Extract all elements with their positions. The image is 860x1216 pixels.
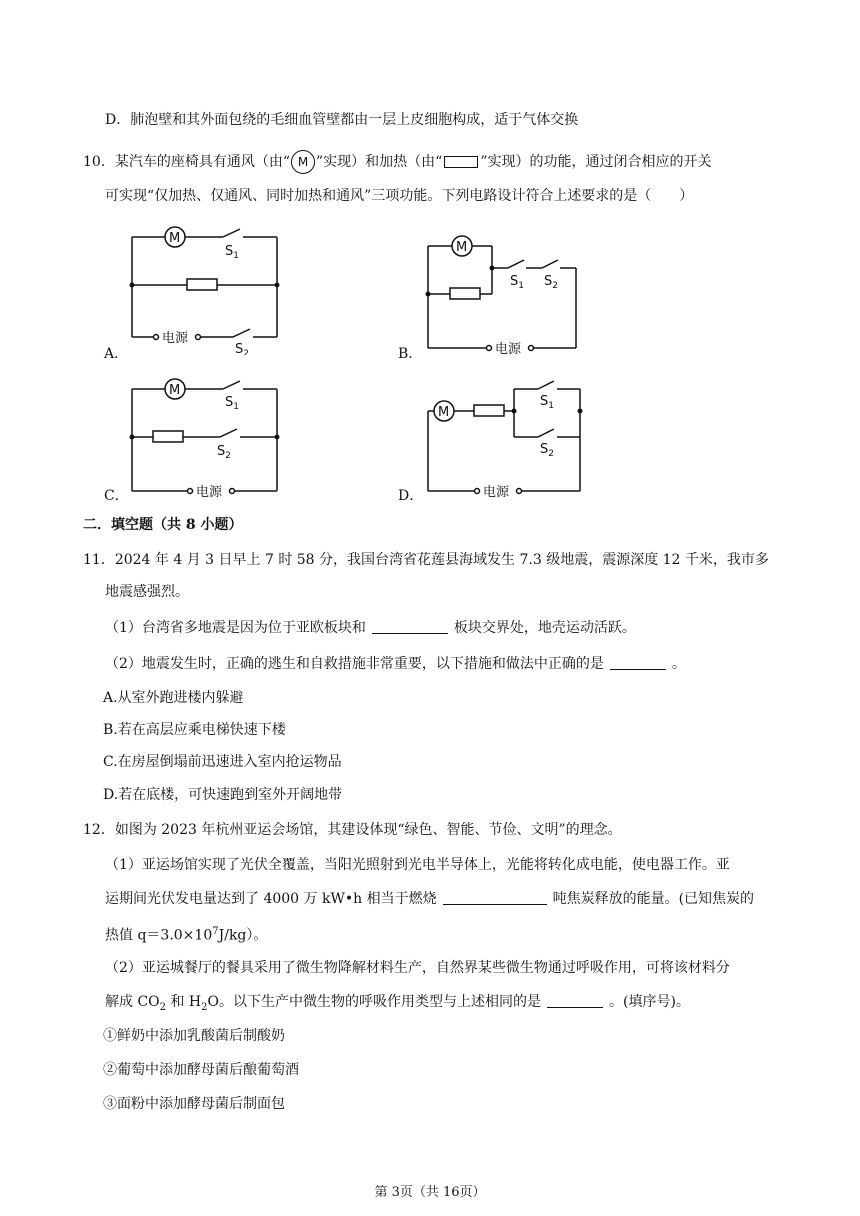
q11-part2: （2）地震发生时，正确的逃生和自救措施非常重要，以下措施和做法中正确的是 。	[105, 656, 686, 672]
q11-stem-line2: 地震感强烈。	[105, 584, 189, 600]
q11-part1: （1）台湾省多地震是因为位于亚欧板块和 板块交界处，地壳运动活跃。	[105, 620, 636, 636]
option-d-label: D．	[398, 488, 424, 504]
q11-choice-c: C.在房屋倒塌前迅速进入室内抢运物品	[103, 754, 342, 770]
q12-part1-line3: 热值 $q=3.0\times 10^7J/kg$）。	[105, 926, 268, 944]
q12-choice-3: ③面粉中添加酵母菌后制面包	[103, 1096, 285, 1112]
power-source-label: 电源	[495, 342, 522, 357]
q12-part1-line1: （1）亚运场馆实现了光伏全覆盖，当阳光照射到光电半导体上，光能将转化成电能，使电器工作。亚	[105, 857, 730, 873]
switch-s2-label: $S_2$	[235, 342, 249, 355]
power-source-label: 电源	[196, 485, 223, 500]
power-source-label: 电源	[162, 331, 189, 346]
motor-m-glyph: M	[169, 383, 181, 398]
option-a-label: A．	[104, 346, 129, 362]
q12-part1-line2: 运期间光伏发电量达到了 4000 万 kW•h 相当于燃烧 吨焦炭释放的能量。(已知焦炭的	[105, 891, 755, 907]
switch-s1-label: $S_1$	[540, 394, 554, 411]
motor-m-glyph: M	[456, 240, 468, 255]
q12-stem: 12．如图为 2023 年杭州亚运会场馆，其建设体现“绿色、智能、节俭、文明”的理念。	[83, 822, 622, 838]
switch-s1-label: $S_1$	[225, 395, 239, 412]
q9-option-d: D．肺泡壁和其外面包绕的毛细血管壁都由一层上皮细胞构成，适于气体交换	[105, 112, 579, 128]
heater-resistor-icon	[444, 156, 478, 168]
circuit-a	[125, 225, 290, 355]
switch-s2-label: $S_2$	[217, 444, 231, 461]
switch-s1-label: $S_1$	[510, 274, 524, 291]
switch-s1-label: $S_1$	[225, 244, 239, 261]
switch-s2-label: $S_2$	[544, 274, 558, 291]
circuit-b	[420, 232, 590, 362]
answer-blank[interactable]	[610, 655, 666, 670]
q11-choice-d: D.若在底楼，可快速跑到室外开阔地带	[103, 787, 343, 803]
q11-choice-b: B.若在高层应乘电梯快速下楼	[103, 722, 286, 738]
section-title: 二．填空题（共 8 小题）	[83, 517, 243, 533]
q11-choice-a: A.从室外跑进楼内躲避	[103, 690, 244, 706]
answer-blank[interactable]	[372, 619, 448, 634]
q11-stem-line1: 11．2024 年 4 月 3 日早上 7 时 58 分，我国台湾省花莲县海域发生 7.3 级地震，震源深度 12 千米，我市多	[83, 552, 769, 568]
q12-choice-2: ②葡萄中添加酵母菌后酿葡萄酒	[103, 1062, 299, 1078]
page-footer: 第 3页（共 16页）	[374, 1185, 486, 1200]
answer-blank[interactable]	[443, 890, 547, 905]
option-b-label: B．	[398, 346, 423, 362]
motor-m-glyph: M	[438, 405, 450, 420]
option-c-label: C．	[104, 488, 129, 504]
motor-m-glyph: M	[169, 231, 181, 246]
power-source-label: 电源	[483, 485, 510, 500]
q12-part2-line2: 解成 $CO_2$ 和 $H_2O$。以下生产中微生物的呼吸作用类型与上述相同的是 。(填序号)。	[105, 994, 690, 1013]
motor-symbol-icon: M	[291, 150, 315, 174]
switch-s2-label: $S_2$	[540, 442, 554, 459]
q10-stem-line2: 可实现“仅加热、仅通风、同时加热和通风”三项功能。下列电路设计符合上述要求的是（ ）	[105, 188, 694, 204]
answer-blank[interactable]	[547, 993, 603, 1008]
circuit-c	[125, 375, 290, 500]
circuit-d	[420, 375, 590, 500]
q10-stem-line1: 10．某汽车的座椅具有通风（由“ M ”实现）和加热（由“ ”实现）的功能，通过闭合相应的开关	[83, 150, 711, 174]
question-number: 10．	[83, 154, 115, 170]
q12-part2-line1: （2）亚运城餐厅的餐具采用了微生物降解材料生产，自然界某些微生物通过呼吸作用，可将该材料分	[105, 960, 730, 976]
q12-choice-1: ①鲜奶中添加乳酸菌后制酸奶	[103, 1028, 285, 1044]
